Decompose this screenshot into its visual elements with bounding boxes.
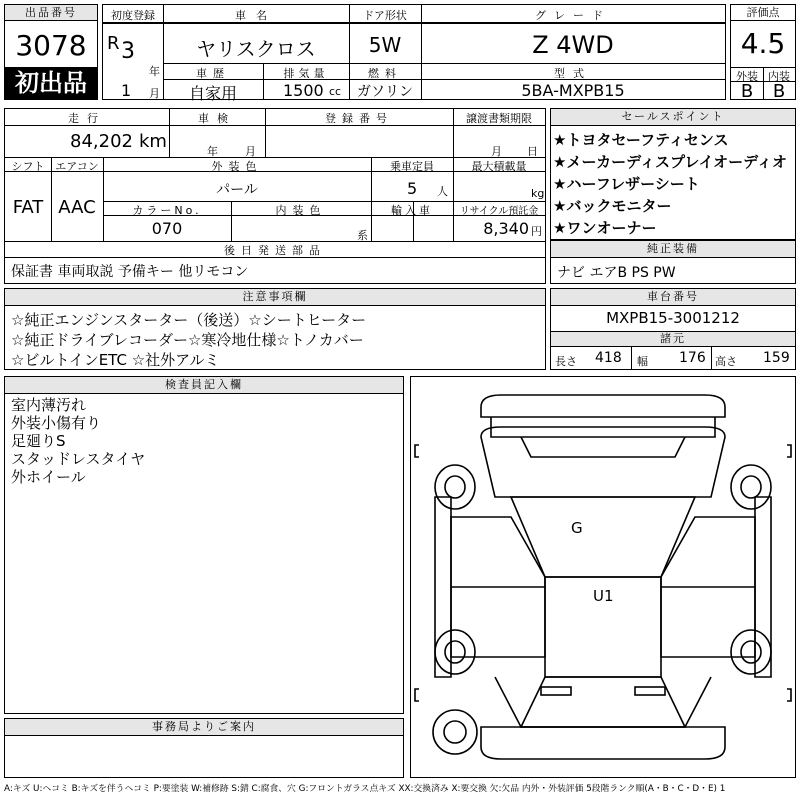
sales-point-5: ★ワンオーナー: [553, 219, 657, 237]
car-name: ヤリスクロス: [196, 37, 316, 61]
inspector-line-5: 外ホイール: [11, 468, 86, 486]
office-label: 事務局よりご案内: [5, 719, 403, 736]
inspector-line-2: 外装小傷有り: [11, 414, 102, 432]
first-reg-label: 初度登録: [111, 9, 155, 22]
notes-line-2: ☆純正ドライブレコーダー☆寒冷地仕様☆トノカバー: [11, 331, 364, 349]
score: 4.5: [740, 27, 786, 60]
office-box: [4, 718, 404, 778]
mileage-label: 走行: [68, 112, 106, 125]
color-no: 070: [151, 219, 183, 238]
fuel-label: 燃料: [368, 67, 402, 80]
equipment: ナビ エアB PS PW: [557, 265, 676, 281]
mileage-unit: km: [139, 131, 167, 152]
model-label: 型式: [554, 67, 592, 80]
chassis-number: MXPB15-3001212: [606, 309, 740, 327]
ext-color-label: 外装色: [211, 160, 263, 173]
score-label: 評価点: [731, 5, 795, 21]
history: 自家用: [188, 84, 237, 103]
model: 5BA-MXPB15: [521, 81, 625, 100]
height: 159: [763, 350, 790, 366]
insp-year-unit: 年: [207, 145, 218, 158]
chassis-box: [550, 288, 796, 370]
sales-point-1: ★トヨタセーフティセンス: [553, 131, 729, 149]
exterior-grade: B: [740, 81, 754, 102]
lot-number: 3078: [15, 29, 87, 62]
month-unit: 月: [149, 87, 160, 100]
ac: AAC: [58, 197, 96, 218]
load-label: 最大積載量: [471, 160, 527, 173]
recycle-unit: 円: [531, 225, 542, 238]
inspector-line-3: 足廻りS: [11, 432, 66, 450]
width-label: 幅: [637, 355, 648, 368]
displacement-unit: cc: [329, 85, 342, 98]
notes-line-1: ☆純正エンジンスターター（後送）☆シートヒーター: [11, 311, 367, 329]
details-box: [4, 108, 546, 284]
fuel: ガソリン: [357, 84, 413, 100]
notes-label: 注意事項欄: [5, 289, 545, 306]
capacity-unit: 人: [437, 185, 448, 198]
recycle: 8,340: [483, 219, 529, 238]
ext-color: パール: [216, 182, 258, 198]
transfer-month-unit: 月: [491, 145, 502, 158]
insp-month-unit: 月: [245, 145, 256, 158]
later-parts: 保証書 車両取説 予備キー 他リモコン: [11, 264, 249, 280]
displacement-label: 排気量: [283, 67, 329, 80]
ac-label: エアコン: [55, 160, 99, 173]
vehicle-top-box: [102, 4, 726, 103]
year-unit: 年: [149, 65, 160, 78]
reg-year: 3: [121, 39, 135, 64]
reg-number-label: 登録番号: [325, 112, 393, 125]
shift: FAT: [12, 197, 44, 218]
inspector-line-1: 室内薄汚れ: [11, 396, 87, 414]
width: 176: [679, 350, 706, 366]
transfer-label: 譲渡書類期限: [466, 112, 532, 125]
exterior-label: 外装: [736, 70, 758, 83]
sales-box: [550, 108, 796, 240]
inspector-line-4: スタッドレスタイヤ: [11, 450, 146, 468]
era: R: [107, 33, 120, 54]
reg-month: 1: [121, 81, 132, 100]
displacement: 1500: [283, 81, 324, 100]
dims-label: 諸元: [551, 332, 795, 347]
door-label: ドア形状: [363, 9, 407, 22]
int-color-label: 内装色: [275, 204, 327, 217]
grade: Z 4WD: [532, 31, 614, 59]
sales-label: セールスポイント: [551, 109, 795, 126]
lot-box: [4, 4, 98, 100]
legend: A:キズ U:ヘコミ B:キズを伴うヘコミ P:要塗装 W:補修跡 S:錆 C:腐食、穴 G:フロントガラス点キズ XX:交換済み X:要交換 欠:欠品 内外・外装評価 5段階ランク順(A・B・C・D・E) 1: [4, 784, 726, 794]
length: 418: [595, 350, 622, 366]
equipment-box: [550, 240, 796, 284]
inspector-box: [4, 376, 404, 714]
shift-label: シフト: [11, 160, 45, 173]
int-color-unit: 系: [357, 229, 368, 242]
score-box: [730, 4, 796, 100]
capacity-label: 乗車定員: [390, 160, 434, 173]
mileage: 84,202: [70, 131, 133, 152]
import-label: 輸入車: [391, 204, 433, 217]
car-diagram: [411, 377, 795, 777]
capacity: 5: [407, 179, 418, 198]
transfer-day-unit: 日: [527, 145, 538, 158]
height-label: 高さ: [715, 355, 737, 368]
sales-point-3: ★ハーフレザーシート: [553, 175, 700, 193]
sales-point-2: ★メーカーディスプレイオーディオ: [553, 153, 787, 171]
first-listing-badge: 初出品: [5, 67, 97, 99]
later-parts-label: 後日発送部品: [224, 244, 326, 257]
car-name-label: 車名: [235, 9, 277, 22]
recycle-label: リサイクル預託金: [459, 206, 539, 217]
grade-label: グレード: [535, 9, 611, 22]
inspector-label: 検査員記入欄: [5, 377, 403, 394]
damage-mark-u1: U1: [593, 587, 614, 605]
history-label: 車歴: [196, 67, 230, 80]
lot-label: 出品番号: [5, 5, 97, 21]
interior-label: 内装: [768, 70, 790, 83]
notes-line-3: ☆ビルトインETC ☆社外アルミ: [11, 351, 220, 369]
length-label: 長さ: [555, 355, 577, 368]
car-diagram-box: [410, 376, 796, 778]
damage-mark-g: G: [571, 519, 583, 537]
notes-box: [4, 288, 546, 370]
color-no-label: カラーNo.: [132, 204, 202, 217]
interior-grade: B: [772, 81, 786, 102]
load-unit: kg: [531, 187, 545, 200]
sales-point-4: ★バックモニター: [553, 197, 672, 215]
door-type: 5W: [368, 33, 402, 57]
chassis-label: 車台番号: [551, 289, 795, 306]
equipment-label: 純正装備: [551, 241, 795, 258]
inspection-label: 車検: [198, 112, 236, 125]
